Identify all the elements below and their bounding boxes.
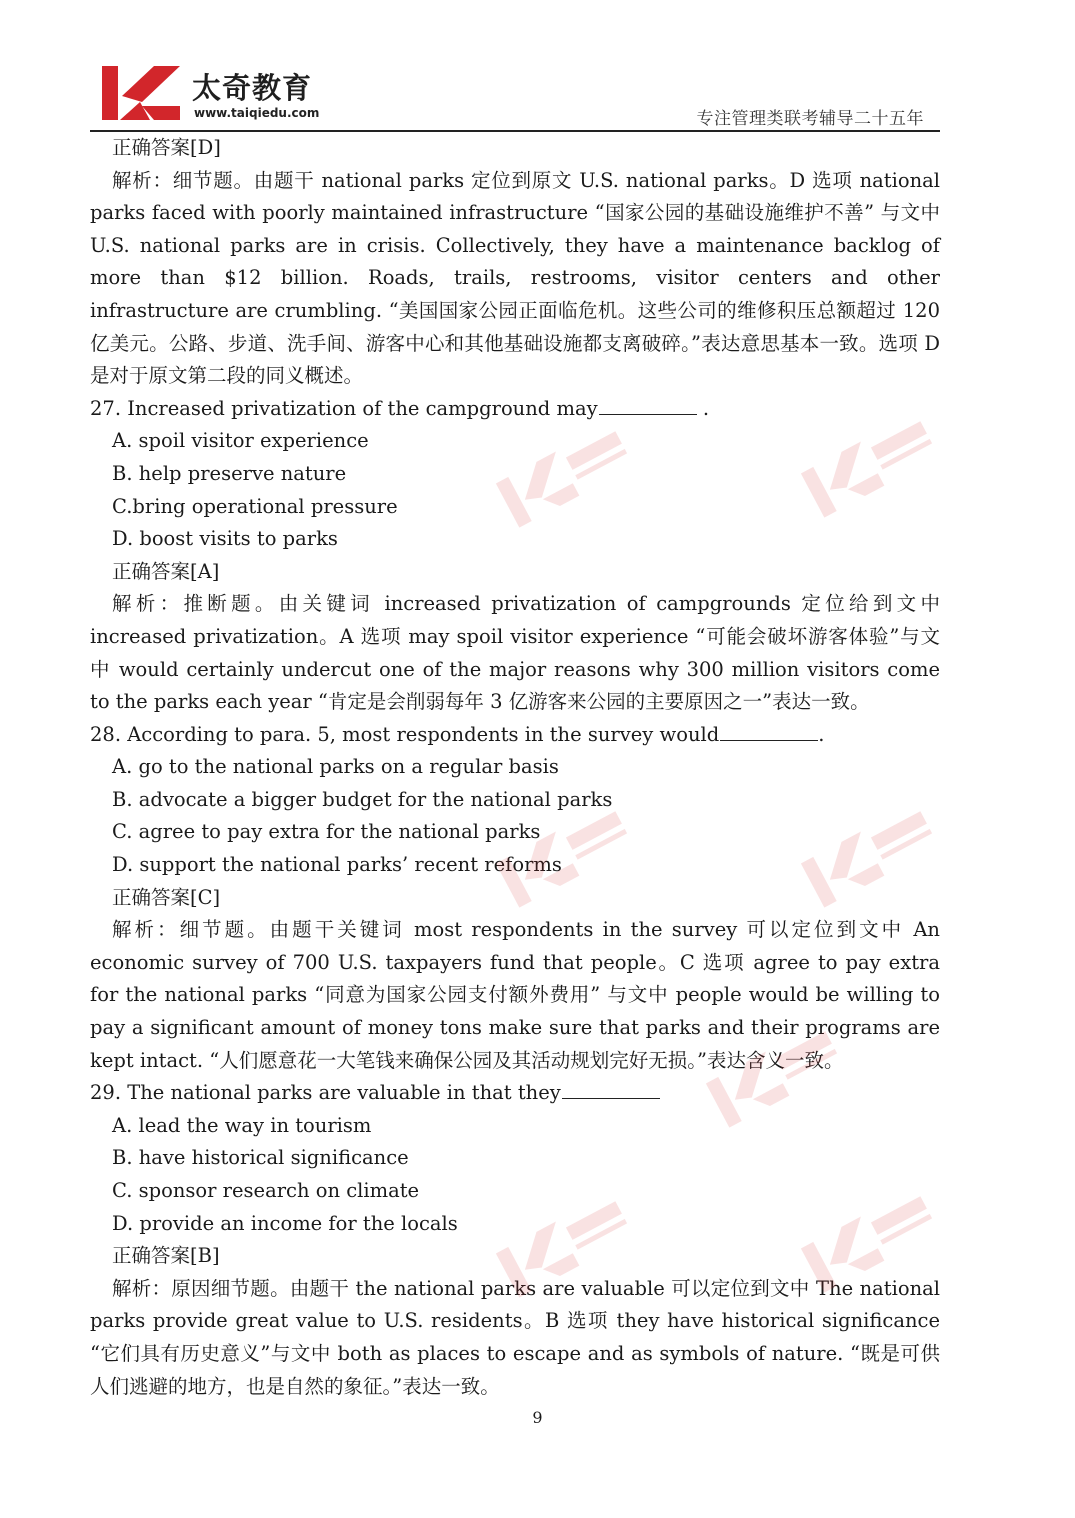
answer-blank (562, 1080, 660, 1099)
answer-blank (599, 396, 697, 415)
option-29-c: C. sponsor research on climate (112, 1179, 420, 1202)
option-27-b: B. help preserve nature (112, 461, 347, 485)
option-28-d: D. support the national parks’ recent reforms (112, 853, 562, 877)
explanation-27: 解析：推断题。由关键词 increased privatization of campgrounds 定位给到文中 increased privatization。A 选项 may spoil visitor experience “可能会破坏游客体验”与文中 would certainly undercut one of the major reasons why 300 million visitors come to the parks each year “肯定是会削弱每年 3 亿游客来公园的主要原因之一”表达一致。 (90, 592, 940, 714)
option-28-a: A. go to the national parks on a regular basis (112, 755, 559, 779)
option-27-c: C.bring operational pressure (112, 494, 398, 518)
answer-blank (720, 722, 818, 741)
question-27 (90, 393, 940, 426)
option-27-a: A. spoil visitor experience (112, 429, 369, 453)
question-27-end: . (696, 396, 710, 420)
option-29-d: D. provide an income for the locals (112, 1211, 458, 1235)
explanation-28: 解析：细节题。由题干关键词 most respondents in the survey 可以定位到文中 An economic survey of 700 U.S. taxpayers fund that people。C 选项 agree to pay extra for the national parks “同意为国家公园支付额外费用” 与文中 people would be willing to pay a significant amount of money tons make sure that parks and their programs are kept intact. “人们愿意花一大笔钱来确保公园及其活动规划完好无损。”表达含义一致。 (90, 918, 940, 1072)
header-tagline: 专注管理类联考辅导二十五年 (696, 109, 924, 129)
answer-29: 正确答案[B] (112, 1244, 220, 1268)
page-number: 9 (532, 1408, 543, 1427)
explanation-29: 解析：原因细节题。由题干 the national parks are valuable 可以定位到文中 The national parks provide great value to U.S. residents。B 选项 they have historical significance “它们具有历史意义”与文中 both as places to escape and as symbols of nature. “既是可供人们逃避的地方，也是自然的象征。”表达一致。 (90, 1276, 940, 1398)
question-28-stem: 28. According to para. 5, most respondents in the survey would (90, 722, 720, 746)
logo-k-icon (102, 66, 180, 120)
brand-logo (102, 66, 332, 126)
option-28-b: B. advocate a bigger budget for the national parks (112, 787, 613, 811)
option-27-d: D. boost visits to parks (112, 527, 338, 551)
question-29-stem: 29. The national parks are valuable in that they (90, 1081, 561, 1105)
answer-26: 正确答案[D] (112, 136, 221, 159)
question-27-stem: 27. Increased privatization of the campground may (90, 396, 598, 420)
explanation-26: 解析：细节题。由题干 national parks 定位到原文 U.S. national parks。D 选项 national parks faced with poorly maintained infrastructure “国家公园的基础设施维护不善” 与文中 U.S. national parks are in crisis. Collectively, they have a maintenance backlog of more than $12 billion. Roads, trails, restrooms, visitor centers and other infrastructure are crumbling. “美国国家公园正面临危机。这些公司的维修积压总额超过 120 亿美元。公路、步道、洗手间、游客中心和其他基础设施都支离破碎。”表达意思基本一致。选项 D 是对于原文第二段的同义概述。 (90, 168, 940, 388)
logo-url: www.taiqiedu.com (194, 106, 320, 120)
page-header (90, 60, 940, 132)
answer-27: 正确答案[A] (112, 559, 220, 583)
option-29-a: A. lead the way in tourism (112, 1113, 372, 1137)
logo-name: 太奇教育 (192, 71, 313, 105)
question-28 (90, 719, 940, 752)
option-29-b: B. have historical significance (112, 1146, 409, 1170)
option-28-c: C. agree to pay extra for the national parks (112, 820, 541, 844)
document-body (90, 132, 940, 1403)
question-29 (90, 1077, 940, 1110)
question-28-end: . (818, 722, 825, 746)
answer-28: 正确答案[C] (112, 885, 221, 909)
